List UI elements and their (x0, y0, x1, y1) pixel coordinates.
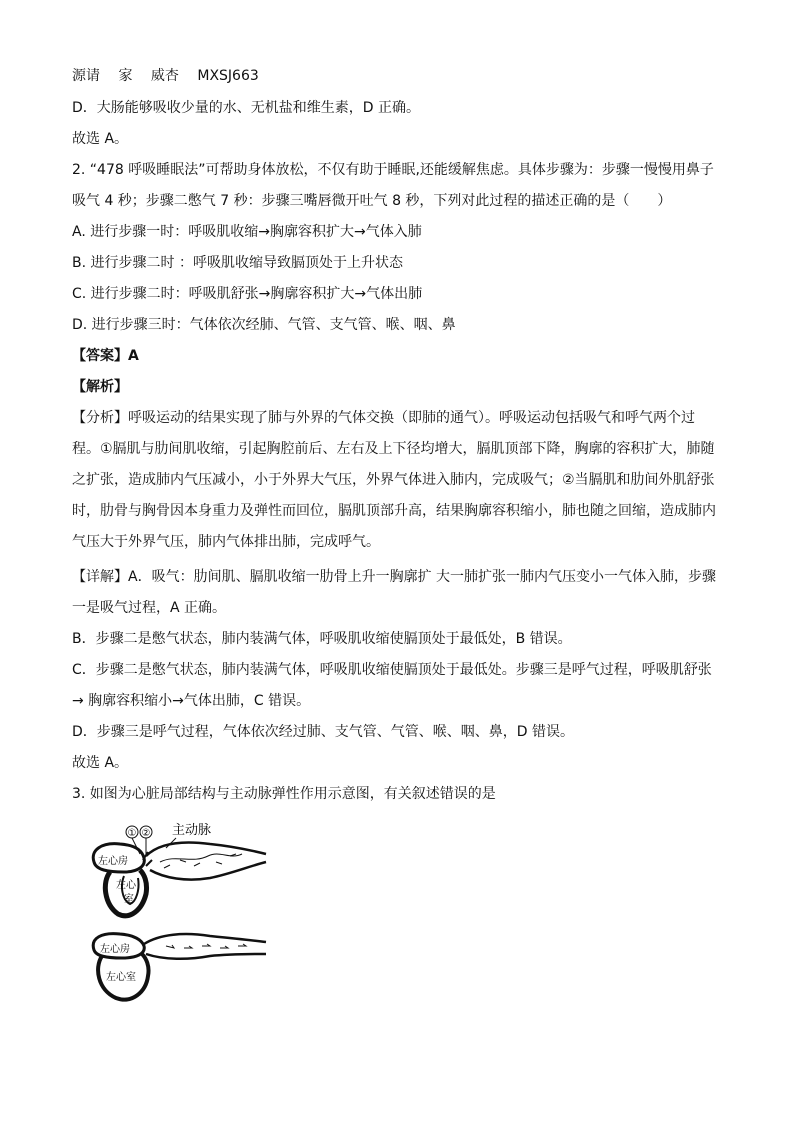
q1-option-d: D．大肠能够吸收少量的水、无机盐和维生素，D 正确。 (72, 100, 421, 116)
top-left-atrium-label: 左心房 (98, 856, 128, 867)
header-part: 威杏 (150, 68, 179, 84)
label-1: ① (127, 828, 137, 839)
q2-fenxi-line: 之扩张，造成肺内气压减小，小于外界大气压，外界气体进入肺内，完成吸气；②当膈肌和肋间外肌舒张 (72, 472, 715, 488)
q2-xiangjie-line: D．步骤三是呼气过程，气体依次经过肺、支气管、气管、喉、咽、鼻，D 错误。 (72, 724, 575, 740)
heart-aorta-diagram (80, 820, 280, 1010)
q2-xiangjie-line: → 胸廓容积缩小→气体出肺，C 错误。 (72, 693, 311, 709)
page-header (72, 66, 273, 86)
top-left-ventricle-label-2: 室 (124, 894, 134, 905)
q2-xiangjie-line: 【详解】A．吸气：肋间肌、膈肌收缩一肋骨上升一胸廓扩 大一肺扩张一肺内气压变小一气体入肺，步骤 (72, 569, 717, 585)
q2-stem-line-2: 吸气 4 秒；步骤二憋气 7 秒：步骤三嘴唇微开吐气 8 秒，下列对此过程的描述正确的是（ ） (72, 193, 672, 209)
header-part: MXSJ663 (197, 68, 259, 84)
q2-xiangjie-line: C．步骤二是憋气状态，肺内装满气体，呼吸肌收缩使膈顶处于最低处。步骤三是呼气过程，呼吸肌舒张 (72, 662, 712, 678)
q2-option-c: C. 进行步骤二时：呼吸肌舒张→胸廓容积扩大→气体出肺 (72, 286, 423, 302)
q3-stem: 3. 如图为心脏局部结构与主动脉弹性作用示意图，有关叙述错误的是 (72, 786, 496, 802)
q2-stem-line-1: 2. “478 呼吸睡眠法”可帮助身体放松，不仅有助于睡眠,还能缓解焦虑。具体步骤为：步骤一慢慢用鼻子 (72, 162, 714, 178)
q2-option-d: D. 进行步骤三时：气体依次经肺、气管、支气管、喉、咽、鼻 (72, 317, 456, 333)
q1-choose: 故选 A。 (72, 131, 129, 147)
bottom-left-ventricle-label: 左心室 (106, 972, 136, 983)
aorta-label: 主动脉 (172, 823, 212, 838)
q2-analysis-label: 【解析】 (72, 379, 128, 395)
q2-xiangjie-line: 一是吸气过程，A 正确。 (72, 600, 227, 616)
top-left-ventricle-label-1: 左心 (116, 880, 136, 891)
header-part: 源请 (72, 68, 100, 84)
q2-option-a: A. 进行步骤一时：呼吸肌收缩→胸廓容积扩大→气体入肺 (72, 224, 422, 240)
label-2: ② (141, 828, 151, 839)
q2-fenxi-line: 程。①膈肌与肋间肌收缩，引起胸腔前后、左右及上下径均增大，膈肌顶部下降，胸廓的容积扩大，肺随 (72, 441, 715, 457)
q2-xiangjie-line: B．步骤二是憋气状态，肺内装满气体，呼吸肌收缩使膈顶处于最低处，B 错误。 (72, 631, 572, 647)
q2-option-b: B. 进行步骤二时 ：呼吸肌收缩导致膈顶处于上升状态 (72, 255, 403, 271)
q2-choose: 故选 A。 (72, 755, 129, 771)
q2-answer: 【答案】A (72, 348, 139, 364)
bottom-left-atrium-label: 左心房 (100, 944, 130, 955)
q2-fenxi-line: 【分析】呼吸运动的结果实现了肺与外界的气体交换（即肺的通气）。呼吸运动包括吸气和呼气两个过 (72, 410, 695, 426)
q2-fenxi-line: 气压大于外界气压，肺内气体排出肺，完成呼气。 (72, 534, 380, 550)
q2-fenxi-line: 时，肋骨与胸骨因本身重力及弹性而回位，膈肌顶部升高，结果胸廓容积缩小，肺也随之回缩，造成肺内 (72, 503, 716, 519)
header-part: 家 (118, 68, 133, 84)
